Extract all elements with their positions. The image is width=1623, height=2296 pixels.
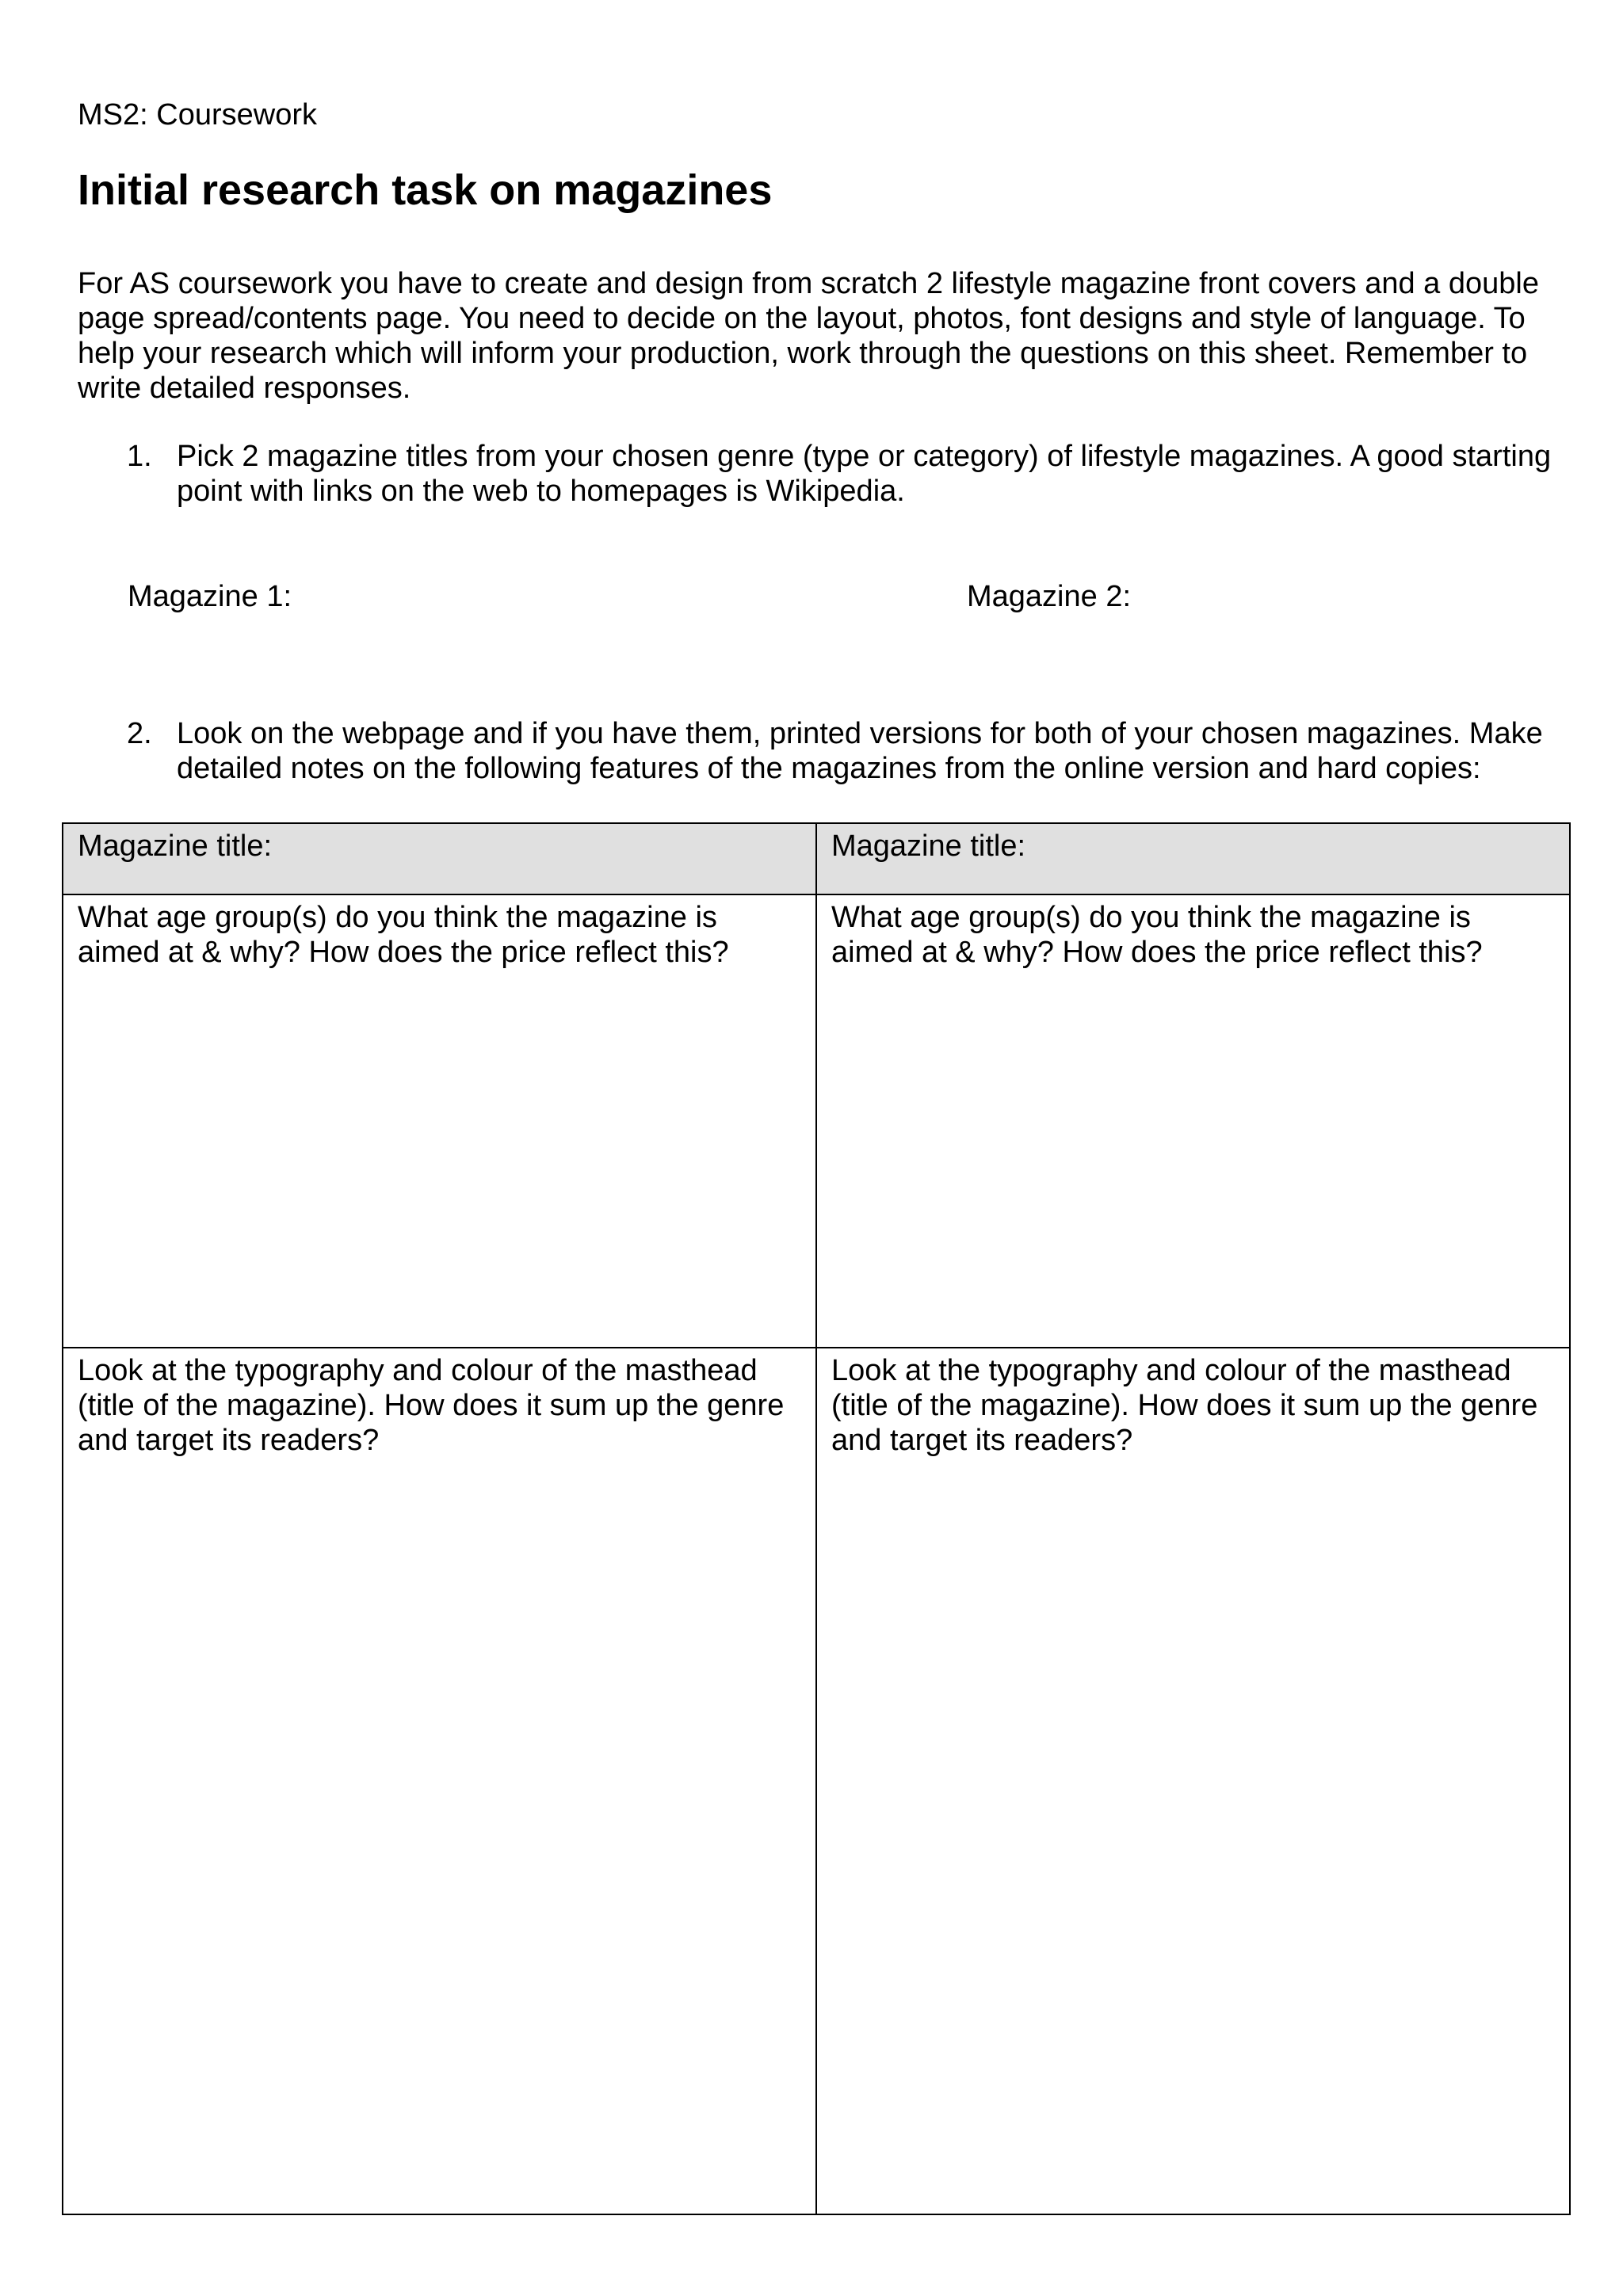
masthead-cell-right[interactable]: Look at the typography and colour of the masthead (title of the magazine). How does it sum up the genre and target its readers? (816, 1348, 1570, 2214)
table-row (63, 894, 1570, 1348)
intro-paragraph: For AS coursework you have to create and design from scratch 2 lifestyle magazine front covers and a double page spread/contents page. You need to decide on the layout, photos, font designs and style of language. To help your research which will inform your production, work through the questions on this sheet. Remember to write detailed responses. (78, 267, 1539, 405)
question-2-text: Look on the webpage and if you have them, printed versions for both of your chosen magazines. Make detailed notes on the following features of the magazines from the online version and hard copies: (177, 717, 1543, 785)
age-group-cell-left[interactable]: What age group(s) do you think the magazine is aimed at & why? How does the price reflect this? (63, 894, 816, 1348)
question-1 (127, 439, 1569, 509)
question-2-number: 2. (127, 717, 152, 750)
page-title: Initial research task on magazines (78, 166, 773, 214)
table-header-row (63, 823, 1570, 894)
magazine-2-label: Magazine 2: (967, 580, 1132, 613)
magazine-1-label: Magazine 1: (128, 580, 292, 613)
question-1-text: Pick 2 magazine titles from your chosen genre (type or category) of lifestyle magazines. A good starting point with links on the web to homepages is Wikipedia. (177, 440, 1552, 508)
question-1-number: 1. (127, 440, 152, 473)
masthead-cell-left[interactable]: Look at the typography and colour of the masthead (title of the magazine). How does it sum up the genre and target its readers? (63, 1348, 816, 2214)
question-2 (127, 716, 1569, 786)
age-group-cell-right[interactable]: What age group(s) do you think the magazine is aimed at & why? How does the price reflect this? (816, 894, 1570, 1348)
table-row (63, 1348, 1570, 2214)
course-header: MS2: Coursework (78, 98, 317, 132)
magazine-title-cell-left[interactable]: Magazine title: (63, 823, 816, 894)
notes-table (62, 822, 1571, 2215)
magazine-title-cell-right[interactable]: Magazine title: (816, 823, 1570, 894)
